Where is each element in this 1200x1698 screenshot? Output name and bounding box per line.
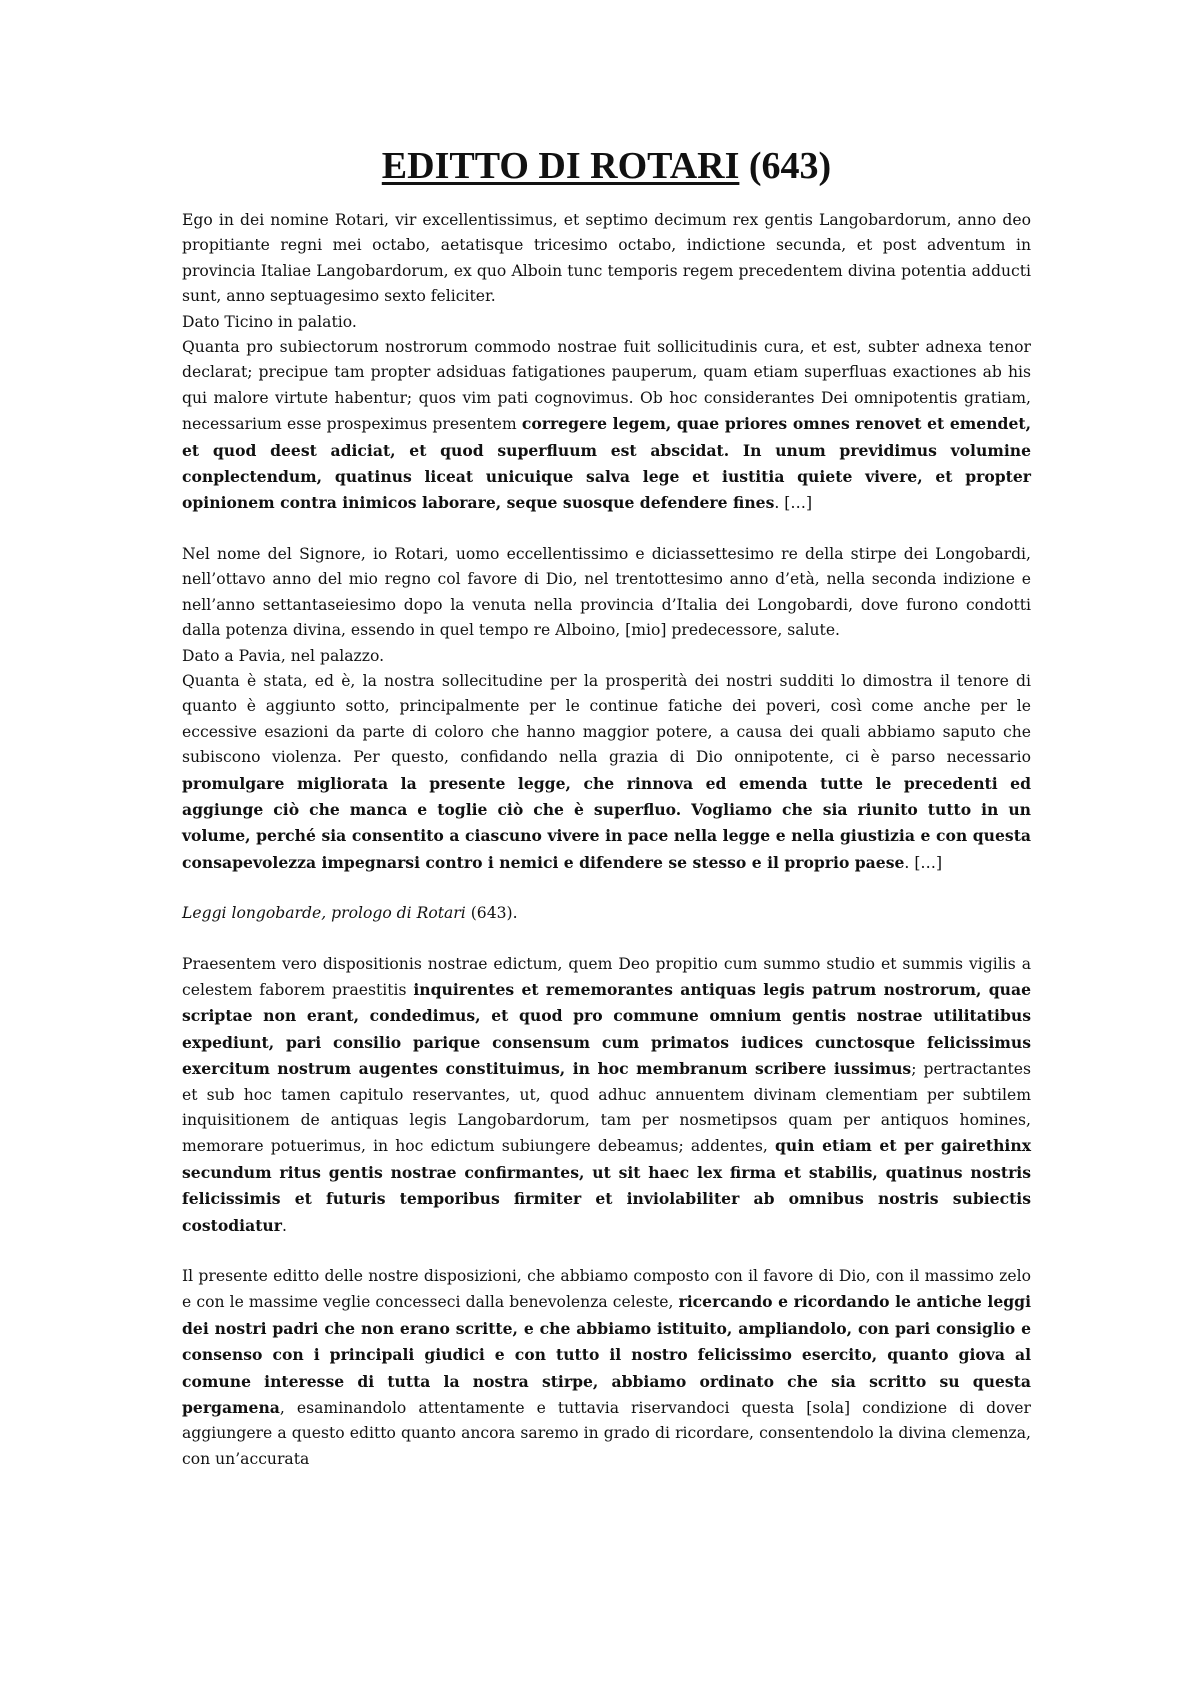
title-main: EDITTO DI ROTARI	[381, 145, 740, 187]
title-year: (643)	[748, 145, 832, 187]
latin-intro-paragraph-1: Ego in dei nomine Rotari, vir excellentissimus, et septimo decimum rex gentis Langobardorum, anno deo propitiante regni mei octabo, aetatisque tricesimo octabo, indictione secunda, et post adventum in provincia Italiae Langobardorum, ex quo Alboin tunc temporis regem precedentem divina potentia adducti sunt, anno septuagesimo sexto feliciter.	[182, 211, 1031, 306]
source-citation	[182, 901, 1031, 926]
italian-epilogue-text-c: , esaminandolo attentamente e tuttavia riservandoci questa [sola] condizione di dover aggiungere a questo editto quanto ancora saremo in grado di ricordare, consentendolo la divina clemenza, con un’accurata	[182, 1399, 1031, 1468]
latin-epilogue-end: .	[281, 1216, 287, 1235]
italian-intro-bold-text: promulgare migliorata la presente legge, che rinnova ed emenda tutte le precedenti ed aggiunge ciò che manca e toglie ciò che è superfluo. Vogliamo che sia riunito tutto in un volume, perché sia consentito a ciascuno vivere in pace nella legge e nella giustizia e con questa consapevolezza impegnarsi contro i nemici e difendere se stesso e il proprio paese	[182, 773, 1031, 872]
page-title	[182, 140, 1031, 192]
latin-intro-paragraph-2: Dato Ticino in palatio.	[182, 312, 357, 331]
spacer	[182, 1239, 1031, 1264]
italian-epilogue-text-a: Il presente editto delle nostre disposizioni, che abbiamo composto con il favore di Dio, con il massimo zelo e con le massime veglie concesseci dalla benevolenza celeste,	[182, 1267, 1031, 1312]
italian-epilogue-bold-b: ricercando e ricordando le antiche leggi dei nostri padri che non erano scritte, e che abbiamo istituito, ampliandolo, con pari consiglio e consenso con i principali giudici e con tutto il nostro felicissimo esercito, quanto giova al comune interesse di tutta la nostra stirpe, abbiamo ordinato che sia scritto su questa pergamena	[182, 1292, 1031, 1418]
latin-epilogue-text-c: ; pertractantes et sub hoc tamen capitulo reservantes, ut, quod adhuc annuentem divinam clementiam per subtilem inquisitionem de antiquas legis Langobardorum, tam per nosmetipsos quam per antiquos homines, memorare potuerimus, in hoc edictum subiungere debeamus; addentes,	[182, 1060, 1031, 1156]
italian-intro-paragraph-2: Dato a Pavia, nel palazzo.	[182, 646, 385, 665]
italian-intro-text: Quanta è stata, ed è, la nostra sollecitudine per la prosperità dei nostri sudditi lo dimostra il tenore di quanto è aggiunto sotto, principalmente per le continue fatiche dei poveri, così come anche per le eccessive esazioni da parte di coloro che hanno maggior potere, a causa dei quali abbiamo saputo che subiscono violenza. Per questo, confidando nella grazia di Dio onnipotente, ci è parso necessario	[182, 671, 1031, 767]
latin-epilogue-bold-b: inquirentes et rememorantes antiquas legis patrum nostrorum, quae scriptae non erant, condedimus, et quod pro commune omnium gentis nostrae utilitatibus expediunt, pari consilio parique consensum cum primatos iudices cunctosque felicissimus exercitum nostrum augentes constituimus, in hoc membranum scribere iussimus	[182, 979, 1031, 1079]
italian-intro-end: . […]	[904, 853, 943, 872]
document-page	[182, 140, 1031, 1472]
latin-epilogue-text-a: Praesentem vero dispositionis nostrae edictum, quem Deo propitio cum summo studio et summis vigilis a celestem faborem praestitis	[182, 954, 1031, 999]
latin-intro-bold-text: corregere legem, quae priores omnes renovet et emendet, et quod deest adiciat, et quod superfluum est abscidat. In unum previdimus volumine conplectendum, quatinus liceat unicuique salva lege et iustitia quiete vivere, et propter opinionem contra inimicos laborare, seque suosque defendere fines	[182, 414, 1032, 513]
latin-intro-section	[182, 208, 1031, 517]
italian-intro-paragraph-3	[182, 669, 1031, 876]
latin-epilogue-paragraph	[182, 952, 1031, 1239]
italian-epilogue-paragraph	[182, 1264, 1031, 1472]
latin-epilogue-bold-d: quin etiam et per gairethinx secundum ritus gentis nostrae confirmantes, ut sit haec lex firma et stabilis, quatinus nostris felicissimis et futuris temporibus firmiter et inviolabiliter ab omnibus nostris subiectis costodiatur	[182, 1136, 1031, 1235]
source-year: (643).	[465, 904, 518, 923]
spacer	[182, 517, 1031, 542]
italian-intro-paragraph-1: Nel nome del Signore, io Rotari, uomo eccellentissimo e diciassettesimo re della stirpe dei Longobardi, nell’ottavo anno del mio regno col favore di Dio, nel trentottesimo anno d’età, nella seconda indizione e nell’anno settantaseiesimo dopo la venuta nella provincia d’Italia dei Longobardi, dove furono condotti dalla potenza divina, essendo in quel tempo re Alboino, [mio] predecessore, salute.	[182, 544, 1031, 640]
spacer	[182, 927, 1031, 952]
spacer	[182, 876, 1031, 901]
italian-intro-section	[182, 542, 1031, 876]
latin-intro-end: . […]	[774, 494, 813, 513]
source-title: Leggi longobarde, prologo di Rotari	[182, 904, 466, 923]
latin-intro-text: Quanta pro subiectorum nostrorum commodo nostrae fuit sollicitudinis cura, et est, subter adnexa tenor declarat; precipue tam propter adsiduas fatigationes pauperum, quam etiam superfluas exactiones ab his qui malore virtute habentur; quos vim pati cognovimus. Ob hoc considerantes Dei omnipotentis gratiam, necessarium esse prospeximus presentem	[182, 338, 1031, 434]
latin-intro-paragraph-3	[182, 335, 1031, 517]
